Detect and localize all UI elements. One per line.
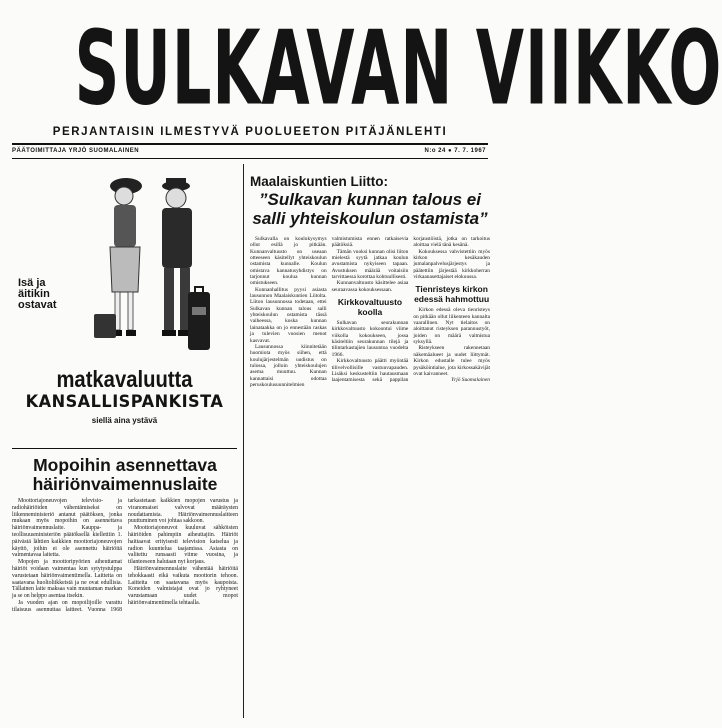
- subheading-crossroads: Tienristeys kirkon edessä hahmottuu: [414, 284, 490, 304]
- article-paragraph: Sulkavan seurakunnan kirkkovaltuusto kokoontui viime viikolla kokoukseen, jossa käsiteltiin seurakunnan tilejä ja tilintarkastajien lausuntoa vuodelta 1966.: [331, 320, 409, 358]
- article-paragraph: Sulkavalla on koulukysymys ollut esillä jo pitkään. Kunnanvaltuusto on useaan otteeseen käsitellyt yhteiskoulun ostamista kunnalle. Koulun omistava kannatusyhdistys on tarjonnut koulua kunnan omistukseen.: [250, 236, 327, 287]
- ad-parents-line: Isä ja: [18, 277, 46, 289]
- article-paragraph: Mopojen ja moottoripyörien aiheuttamat häiriöt voidaan vaimentaa kun sytytystulppa varustetaan häiriönvaimentimella. Laitteita on saatavana huoltoliikkeistä ja ne ovat edullisia. Tällainen laite maksaa vain muutaman markan ja se on helppo asentaa itsekin.: [12, 559, 122, 600]
- article-paragraph: Moottoriajoneuvot kuuluvat sähköisten häiriöiden pahimpiin aiheuttajiin. Häiriöt haittaavat erityisesti television katselua ja radion kuuntelua taajamissa. Asiasta on valitettu runsaasti viime vuosina, ja tilanteeseen halutaan nyt korjaus.: [128, 525, 238, 566]
- article-paragraph: Kokouksessa vahvistettiin myös kirkon kesäkauden jumalanpalvelusjärjestys ja päätettiin järjestää kirkkoherran virkaanasettajaiset elokuussa.: [413, 248, 490, 281]
- column-divider: [243, 164, 244, 718]
- issue-number: N:o 24 ● 7. 7. 1967: [424, 148, 486, 154]
- masthead-rule-bottom: [12, 158, 488, 159]
- article-paragraph: Kirkkovaltuusto päätti myöntää tilivelvollisille vastuuvapauden. Lisäksi keskusteltiin hautausmaan laajentamisesta sekä pappilan korjaustöistä, jotka on tarkoitus aloittaa vielä tänä kesänä.: [331, 236, 490, 384]
- ad-parents-line: äitikin: [18, 288, 50, 300]
- article-paragraph: Moottoriajoneuvojen televisio- ja radiohäiriöiden vähentämiseksi on liikenneministeriö antanut päätöksen, jonka mukaan myös mopoihin on asennettava häiriönvaimennuslaite. Kauppa- ja teollisuusministeriön päätöksellä kiellettiin 1. päivästä lähtien kaikkien moottoriajoneuvojen käyttö, joihin ei ole asennettu häiriöitä vaimentavaa laitetta.: [12, 498, 122, 559]
- ad-headline: matkavaluutta: [56, 366, 193, 392]
- bank-advertisement: [12, 170, 237, 442]
- article-paragraph: Kunnanhallitus pyysi asiasta lausunnon Maalaiskuntien Liitolta. Liiton lausunnossa todetaan, ettei Sulkavan kunnan talous salli yhteiskoulun ostamista tässä vaiheessa, koska kunnan lainataakka on jo ennestään raskas ja tulevien vuosien menot kasvavat.: [250, 286, 327, 344]
- article-paragraph: Tämän vuoksi kunnan olisi liiton mielestä syytä jatkaa koulun avustamista nykyiseen tapaan. Avustuksen määrää voitaisiin tarvittaessa korottaa kohtuullisesti.: [331, 248, 409, 281]
- left-article-body: [12, 498, 238, 718]
- article-paragraph: Kunnanvaltuusto käsittelee asiaa seuraavassa kokouksessaan.: [331, 280, 409, 293]
- publisher-line: PÄÄTOIMITTAJA YRJÖ SUOMALAINEN: [12, 148, 140, 154]
- masthead-title: SULKAVAN VIIKKO: [74, 9, 722, 129]
- masthead-infoline: [12, 148, 486, 158]
- children-with-suitcases-photo: [92, 172, 212, 368]
- ad-slogan: siellä aina ystävä: [91, 416, 158, 425]
- article-paragraph: Kirkon edessä oleva tienristeys on pitkään ollut liikenteen kannalta vaarallinen. Nyt tielaitos on aloittanut risteyksen parannustyöt, joiden on määrä valmistua syksyllä.: [413, 307, 490, 346]
- ad-parents-line: ostavat: [18, 299, 57, 311]
- ad-bank-name: KANSALLISPANKISTA: [25, 392, 224, 412]
- right-article-kicker: Maalaiskuntien Liitto:: [250, 174, 389, 189]
- article-signature: Yrjö Suomalainen: [451, 377, 490, 384]
- article-paragraph: Lausunnossa kiinnitetään huomiota myös siihen, että koulujärjestelmän uudistus on tulossa, jolloin yhteiskoulujen asema muuttuu. Kunnan kannattaisi odottaa peruskoulusuunnitelmien valmistumista ennen ratkaisevia päätöksiä.: [250, 236, 409, 388]
- masthead-rule: [12, 143, 488, 145]
- ad-parents-text: [18, 278, 57, 311]
- masthead-tagline: PERJANTAISIN ILMESTYVÄ PUOLUEETON PITÄJÄNLEHTI: [52, 126, 448, 138]
- article-paragraph: Risteykseen rakennetaan näkemäalueet ja uudet liittymät. Kirkon edustalle tulee myös pysäköintialue, jota kirkossakävijät ovat kaivanneet.: [413, 345, 490, 377]
- article-paragraph: Ja vuoden ajan on mopoilijoille varattu tilaisuus asennuttaa laitteet. Vuonna 1968 tarkastetaan kaikkien mopojen varustus ja viranomaiset valvovat määräysten noudattamista. Häiriönvaimennuslaitteen puuttuminen voi johtaa sakkoon.: [12, 498, 238, 613]
- left-article-headline: Mopoihin asennettava häiriönvaimennuslaite: [32, 455, 218, 494]
- article-paragraph: Häiriönvaimennuslaite vähentää häiriöitä tehokkaasti eikä vaikuta moottorin tehoon. Laitteita on saatavana myös kaupoista. Koneiden valmistajat ovat jo ryhtyneet varustamaan uudet mopot häiriönvaimentimella tehtaalla.: [128, 565, 238, 606]
- ad-divider: [12, 448, 237, 449]
- subheading-church-council: Kirkkovaltuusto koolla: [337, 297, 403, 317]
- right-article-body: [250, 236, 490, 718]
- right-article-headline: ”Sulkavan kunnan talous ei salli yhteiskoulun ostamista”: [252, 190, 488, 228]
